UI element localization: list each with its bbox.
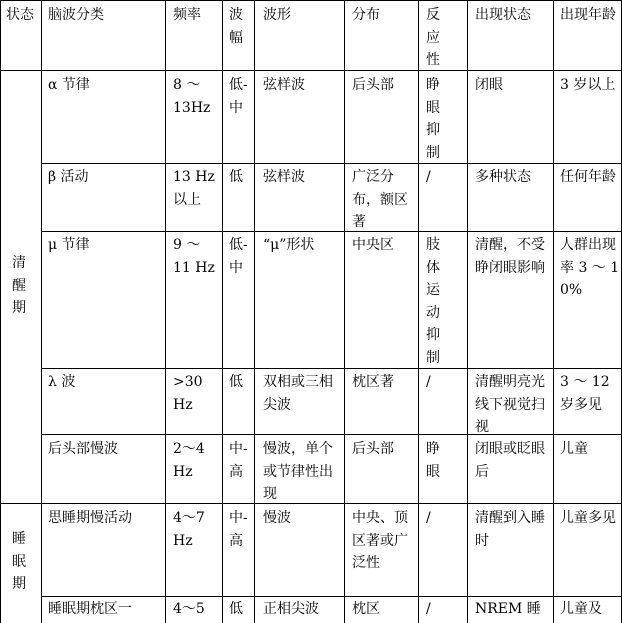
rule-line bbox=[254, 0, 255, 623]
header-category: 脑波分类 bbox=[48, 7, 104, 23]
cell-reactivity: 肢体运动抑制 bbox=[426, 237, 440, 366]
cell-category: 后头部慢波 bbox=[48, 441, 118, 457]
cell-distribution: 中央区 bbox=[352, 237, 394, 253]
cell-category: 睡眠期枕区一 bbox=[48, 601, 132, 617]
cell-frequency: 4～7 Hz bbox=[173, 510, 205, 549]
cell-distribution: 枕区 bbox=[352, 601, 380, 617]
header-waveform: 波形 bbox=[263, 7, 291, 23]
cell-age: 儿童及 bbox=[560, 601, 602, 617]
cell-condition: 清醒明亮光线下视觉扫视 bbox=[475, 374, 545, 435]
cell-amplitude: 低 bbox=[229, 169, 243, 185]
cell-waveform: 弦样波 bbox=[263, 77, 305, 93]
cell-distribution: 枕区著 bbox=[352, 374, 394, 390]
rule-line bbox=[0, 70, 622, 71]
rule-line bbox=[41, 163, 622, 164]
cell-frequency: 4～5 bbox=[173, 601, 205, 617]
cell-amplitude: 中-高 bbox=[229, 441, 248, 480]
cell-category: λ 波 bbox=[48, 374, 76, 390]
rule-line bbox=[222, 0, 223, 623]
rule-line bbox=[553, 0, 554, 623]
cell-age: 3 岁以上 bbox=[560, 77, 616, 93]
header-condition: 出现状态 bbox=[475, 7, 531, 23]
cell-waveform: 慢波 bbox=[263, 510, 291, 526]
rule-line bbox=[418, 0, 419, 623]
rule-line bbox=[165, 0, 166, 623]
cell-reactivity: 睁眼 bbox=[426, 441, 440, 480]
cell-distribution: 后头部 bbox=[352, 441, 394, 457]
group-awake: 清醒期 bbox=[12, 255, 26, 316]
cell-reactivity: 睁眼抑制 bbox=[426, 77, 440, 161]
cell-condition: 闭眼 bbox=[475, 77, 503, 93]
cell-condition: 清醒，不受睁闭眼影响 bbox=[475, 237, 545, 276]
cell-category: α 节律 bbox=[48, 77, 90, 93]
cell-frequency: 2～4 Hz bbox=[173, 441, 205, 480]
group-sleep: 睡眠期 bbox=[12, 531, 26, 592]
cell-reactivity: / bbox=[426, 601, 431, 617]
cell-condition: 闭眼或眨眼后 bbox=[475, 441, 545, 480]
header-frequency: 频率 bbox=[173, 7, 201, 23]
cell-waveform: 双相或三相尖波 bbox=[263, 374, 333, 413]
cell-condition: 清醒到入睡时 bbox=[475, 510, 545, 549]
cell-age: 任何年龄 bbox=[560, 169, 616, 185]
cell-waveform: 弦样波 bbox=[263, 169, 305, 185]
cell-category: 思睡期慢活动 bbox=[48, 510, 132, 526]
rule-line bbox=[467, 0, 468, 623]
header-state: 状态 bbox=[6, 7, 34, 23]
rule-line bbox=[41, 231, 622, 232]
cell-amplitude: 低-中 bbox=[229, 237, 248, 276]
rule-line bbox=[344, 0, 345, 623]
cell-condition: NREM 睡 bbox=[475, 601, 541, 617]
rule-line bbox=[0, 0, 622, 1]
header-distribution: 分布 bbox=[352, 7, 380, 23]
cell-age: 儿童多见 bbox=[560, 510, 616, 526]
cell-category: β 活动 bbox=[48, 169, 89, 185]
cell-frequency: 9 ～ 11 Hz bbox=[173, 237, 215, 276]
cell-condition: 多种状态 bbox=[475, 169, 531, 185]
cell-amplitude: 中-高 bbox=[229, 510, 248, 549]
cell-frequency: 13 Hz 以上 bbox=[173, 169, 215, 208]
cell-distribution: 后头部 bbox=[352, 77, 394, 93]
cell-reactivity: / bbox=[426, 374, 431, 390]
header-amplitude: 波幅 bbox=[229, 7, 243, 46]
cell-amplitude: 低-中 bbox=[229, 77, 248, 116]
cell-amplitude: 低 bbox=[229, 374, 243, 390]
cell-distribution: 广泛分布，额区著 bbox=[352, 169, 408, 230]
cell-frequency: >30 Hz bbox=[173, 374, 203, 413]
rule-line bbox=[41, 368, 622, 369]
rule-line bbox=[41, 0, 42, 623]
cell-distribution: 中央、顶区著或广泛性 bbox=[352, 510, 408, 571]
cell-age: 儿童 bbox=[560, 441, 588, 457]
cell-frequency: 8 ～ 13Hz bbox=[173, 77, 211, 116]
cell-waveform: 慢波，单个或节律性出现 bbox=[263, 441, 333, 502]
cell-reactivity: / bbox=[426, 510, 431, 526]
cell-age: 3 ～ 12 岁多见 bbox=[560, 374, 610, 413]
rule-line bbox=[41, 596, 622, 597]
cell-reactivity: / bbox=[426, 169, 431, 185]
cell-amplitude: 低 bbox=[229, 601, 243, 617]
header-reactivity: 反应性 bbox=[426, 7, 440, 68]
cell-category: μ 节律 bbox=[48, 237, 90, 253]
cell-waveform: “μ”形状 bbox=[263, 237, 315, 253]
header-age: 出现年龄 bbox=[560, 7, 616, 23]
rule-line bbox=[0, 0, 1, 623]
cell-waveform: 正相尖波 bbox=[263, 601, 319, 617]
cell-age: 人群出现率 3 ～ 10% bbox=[560, 237, 620, 298]
